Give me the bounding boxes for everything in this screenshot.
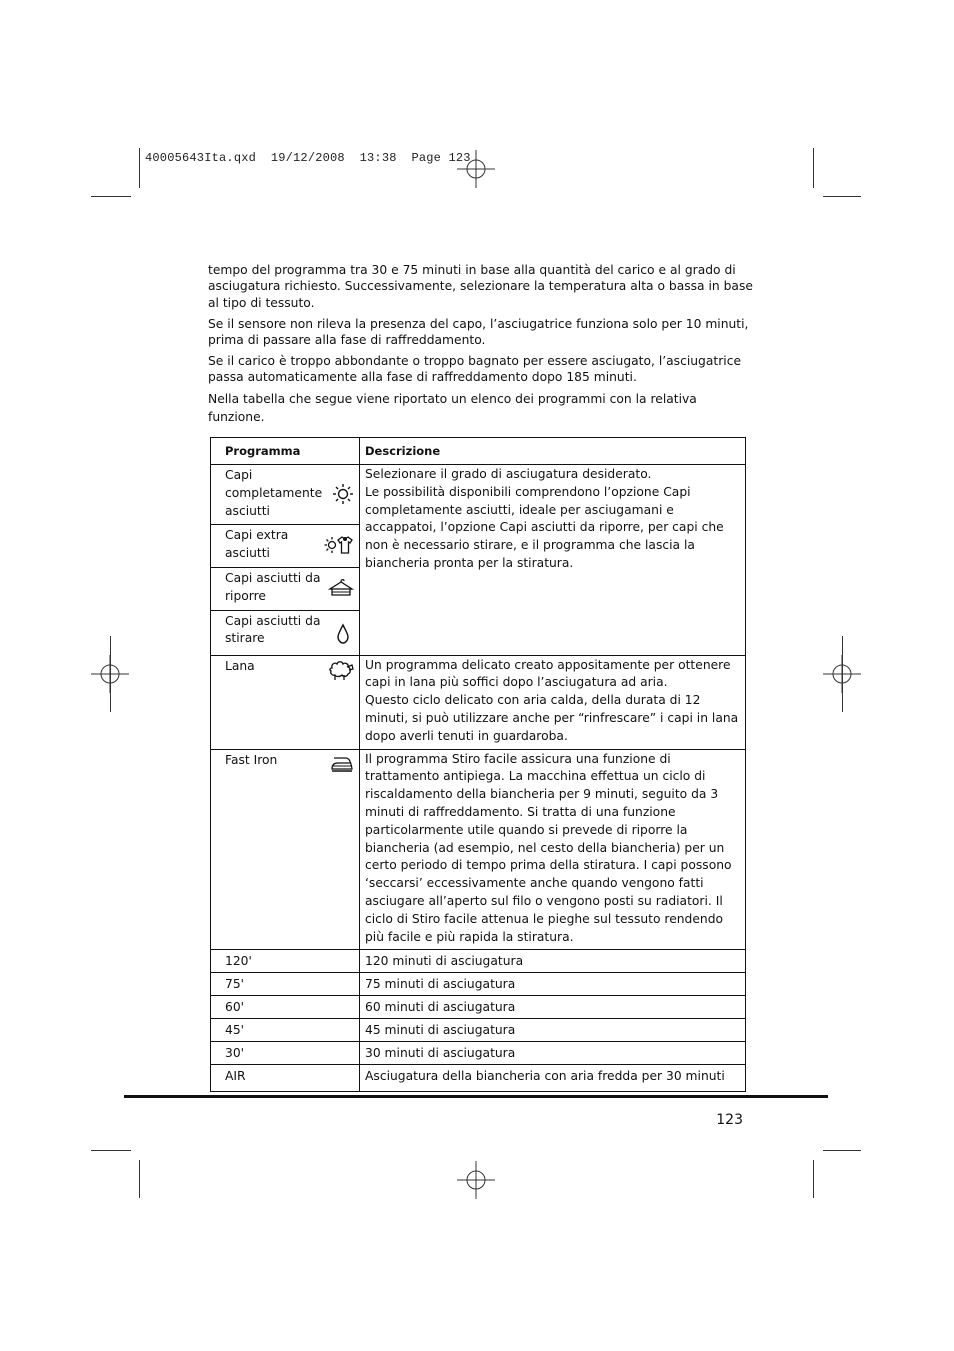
description-text: Il programma Stiro facile assicura una funzione di trattamento antipiega. La macchina effettua un ciclo di riscaldamento della biancheria per 9 minuti, seguito da 3 minuti di raffreddamento. Si tratta di una funzione particolarmente utile quando si prevede di riporre la biancheria (ad esempio, nel cesto della biancheria) per un certo periodo di tempo prima della stiratura. I capi possono ‘seccarsi’ eccessivamente anche quando vengono fatti asciugare all’aperto sul filo o vengono posti su radiatori. Il ciclo di Stiro facile attenua le pieghe sul tessuto rendendo più facile e più rapida la stiratura. xyxy=(365,751,732,944)
program-cell xyxy=(211,749,360,950)
intro-text xyxy=(208,262,753,431)
description-text: Selezionare il grado di asciugatura desiderato. xyxy=(365,467,652,481)
program-name: 75' xyxy=(211,973,360,996)
description-text: 75 minuti di asciugatura xyxy=(360,973,746,996)
description-text: Un programma delicato creato appositamente per ottenere capi in lana più soffici dopo l’asciugatura ad aria. xyxy=(365,657,731,690)
crop-mark xyxy=(91,1150,131,1151)
intro-paragraph: Se il sensore non rileva la presenza del capo, l’asciugatrice funziona solo per 10 minuti, prima di passare alla fase di raffreddamento. xyxy=(208,316,749,348)
column-header-description: Descrizione xyxy=(360,438,746,465)
intro-paragraph: Nella tabella che segue viene riportato un elenco dei programmi con la relativa funzione. xyxy=(208,392,697,425)
table-row xyxy=(211,950,746,973)
column-header-program: Programma xyxy=(211,438,360,465)
table-row xyxy=(211,996,746,1019)
description-text: 120 minuti di asciugatura xyxy=(360,950,746,973)
footer-rule xyxy=(124,1095,828,1098)
page-number: 123 xyxy=(716,1112,743,1128)
description-text: Le possibilità disponibili comprendono l’opzione Capi completamente asciutti, ideale per asciugamani e accappatoi, l’opzione Capi asciutti da riporre, per capi che non è necessario stirare, e il programma che lascia la biancheria pronta per la stiratura. xyxy=(365,484,724,570)
program-name: Fast Iron xyxy=(225,752,278,767)
registration-mark-icon xyxy=(457,1161,495,1199)
program-name: Capi extra asciutti xyxy=(225,528,289,561)
program-name: Capi asciutti da stirare xyxy=(225,613,321,646)
description-text: 60 minuti di asciugatura xyxy=(360,996,746,1019)
program-name: Capi asciutti da riporre xyxy=(225,570,321,603)
sun-shirt-icon xyxy=(324,534,354,562)
program-cell xyxy=(211,567,360,610)
crop-mark xyxy=(110,636,111,712)
description-text: 45 minuti di asciugatura xyxy=(360,1019,746,1042)
program-name: 60' xyxy=(211,996,360,1019)
table-header-row xyxy=(211,438,746,465)
program-name: 120' xyxy=(211,950,360,973)
iron-icon xyxy=(330,753,354,779)
crop-mark xyxy=(813,1160,814,1198)
program-name: Lana xyxy=(225,658,255,673)
sun-icon xyxy=(332,483,354,511)
intro-paragraph: Se il carico è troppo abbondante o troppo bagnato per essere asciugato, l’asciugatrice passa automaticamente alla fase di raffreddamento dopo 185 minuti. xyxy=(208,354,742,385)
crop-mark xyxy=(823,1150,861,1151)
crop-mark xyxy=(813,148,814,188)
print-slug: 40005643Ita.qxd 19/12/2008 13:38 Page 123 xyxy=(145,151,471,165)
table-row xyxy=(211,655,746,749)
crop-mark xyxy=(91,196,131,197)
crop-mark xyxy=(823,196,861,197)
description-cell xyxy=(360,655,746,749)
drop-icon xyxy=(332,623,354,651)
description-text: Asciugatura della biancheria con aria fredda per 30 minuti xyxy=(360,1065,746,1092)
crop-mark xyxy=(139,1160,140,1198)
program-cell xyxy=(211,655,360,749)
description-text: 30 minuti di asciugatura xyxy=(360,1042,746,1065)
program-name: 30' xyxy=(211,1042,360,1065)
program-name: AIR xyxy=(211,1065,360,1092)
description-cell xyxy=(360,749,746,950)
table-row xyxy=(211,1042,746,1065)
hanger-icon xyxy=(328,576,354,604)
program-table xyxy=(210,437,746,1092)
registration-mark-icon xyxy=(457,150,495,188)
program-name: Capi completamente asciutti xyxy=(225,468,323,518)
crop-mark xyxy=(842,636,843,712)
description-cell xyxy=(360,465,746,656)
program-cell xyxy=(211,610,360,655)
table-row xyxy=(211,1019,746,1042)
table-row xyxy=(211,973,746,996)
sheep-icon xyxy=(326,659,354,687)
table-row xyxy=(211,749,746,950)
program-cell xyxy=(211,525,360,568)
crop-mark xyxy=(139,148,140,188)
program-name: 45' xyxy=(211,1019,360,1042)
table-row xyxy=(211,465,746,525)
program-cell xyxy=(211,465,360,525)
description-text: Questo ciclo delicato con aria calda, della durata di 12 minuti, si può utilizzare anche per “rinfrescare” i capi in lana dopo averli tenuti in guardaroba. xyxy=(365,693,739,743)
intro-paragraph: tempo del programma tra 30 e 75 minuti in base alla quantità del carico e al grado di asciugatura richiesto. Successivamente, selezionare la temperatura alta o bassa in base al tipo di tessuto. xyxy=(208,263,753,310)
table-row xyxy=(211,1065,746,1092)
